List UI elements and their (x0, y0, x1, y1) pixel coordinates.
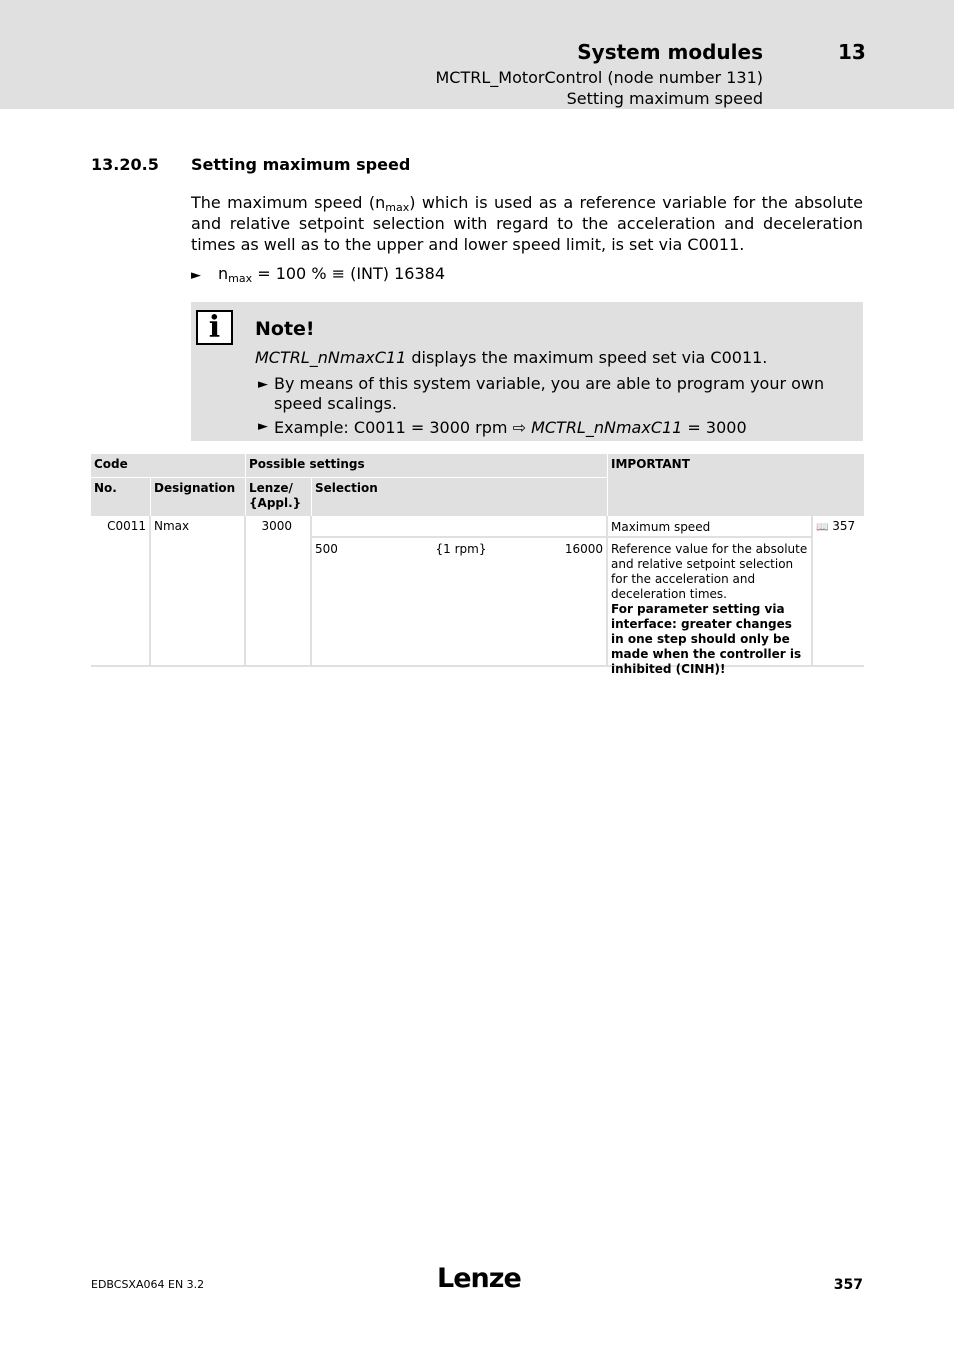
header-chapter-number: 13 (838, 40, 866, 64)
ref-page-number: 357 (832, 519, 856, 533)
header-designation: Designation (151, 478, 245, 516)
bullet-subscript: max (228, 272, 253, 285)
note-line-rest: displays the maximum speed set via C0011. (406, 348, 768, 367)
note-example-prefix: Example: C0011 = 3000 rpm ⇨ (274, 418, 532, 437)
cell-designation: Nmax (154, 519, 190, 533)
description-text: Reference value for the absolute and relative setpoint selection for the acceleration and deceleration times. (611, 542, 808, 601)
table-divider (149, 516, 151, 667)
parameter-table (91, 454, 864, 676)
bullet-rest: = 100 % ≡ (INT) 16384 (252, 264, 446, 283)
note-example-suffix: = 3000 (682, 418, 747, 437)
intro-part2: ) which is used as a reference variable for the absolute and relative setpoint selection with regard to the acceleration and deceleration times as well as to the upper and lower speed limit, is set via C0011. (191, 193, 864, 254)
cell-max-value: 16000 (564, 542, 603, 556)
header-code: Code (91, 454, 245, 477)
header-important: IMPORTANT (608, 454, 864, 516)
header-subtitle-module: MCTRL_MotorControl (node number 131) (435, 68, 763, 87)
intro-part1: The maximum speed (n (191, 193, 386, 212)
nmax-bullet (191, 264, 445, 283)
section-title: Setting maximum speed (191, 155, 411, 174)
header-possible-settings: Possible settings (246, 454, 607, 477)
note-line (255, 348, 767, 367)
table-divider (811, 516, 813, 667)
header-lenze-appl: Lenze/ {Appl.} (246, 478, 311, 516)
note-arrow-icon: ► (258, 419, 268, 434)
note-title: Note! (255, 318, 315, 340)
bullet-arrow-icon: ► (191, 268, 201, 283)
note-example-variable: MCTRL_nNmaxC11 (531, 418, 683, 437)
footer-document-id: EDBCSXA064 EN 3.2 (91, 1278, 205, 1291)
intro-subscript: max (385, 201, 410, 214)
cell-page-reference (813, 516, 864, 538)
cell-description (608, 539, 811, 680)
intro-paragraph (191, 192, 863, 255)
header-subtitle-topic: Setting maximum speed (566, 89, 763, 108)
note-arrow-icon: ► (258, 377, 268, 392)
footer-page-number: 357 (833, 1277, 863, 1293)
cell-important-title: Maximum speed (611, 520, 711, 534)
section-number: 13.20.5 (91, 155, 159, 174)
lenze-logo: Lenze (437, 1263, 521, 1294)
header-selection: Selection (312, 478, 607, 516)
note-bullet-1-text: By means of this system variable, you are able to program your own speed scalings. (274, 374, 825, 413)
page-header (0, 0, 954, 109)
note-variable: MCTRL_nNmaxC11 (255, 348, 407, 367)
table-divider (244, 516, 246, 667)
note-bullet-1 (258, 374, 858, 414)
info-icon (196, 310, 233, 345)
cell-lenze-default: 3000 (261, 519, 292, 533)
header-no: No. (91, 478, 150, 516)
info-icon-glyph: i (208, 309, 221, 345)
cell-min-value: 500 (315, 542, 338, 556)
book-icon: 📖 (816, 522, 829, 533)
cell-code-no: C0011 (107, 519, 146, 533)
note-bullet-2 (258, 418, 747, 437)
header-title: System modules (577, 40, 763, 64)
description-warning: For parameter setting via interface: greater changes in one step should only be made when the controller is inhibited (CINH)! (611, 602, 802, 676)
note-bullet-2-text (258, 418, 747, 437)
cell-unit: {1 rpm} (435, 542, 487, 556)
bullet-prefix: n (218, 264, 229, 283)
note-box (191, 302, 863, 441)
